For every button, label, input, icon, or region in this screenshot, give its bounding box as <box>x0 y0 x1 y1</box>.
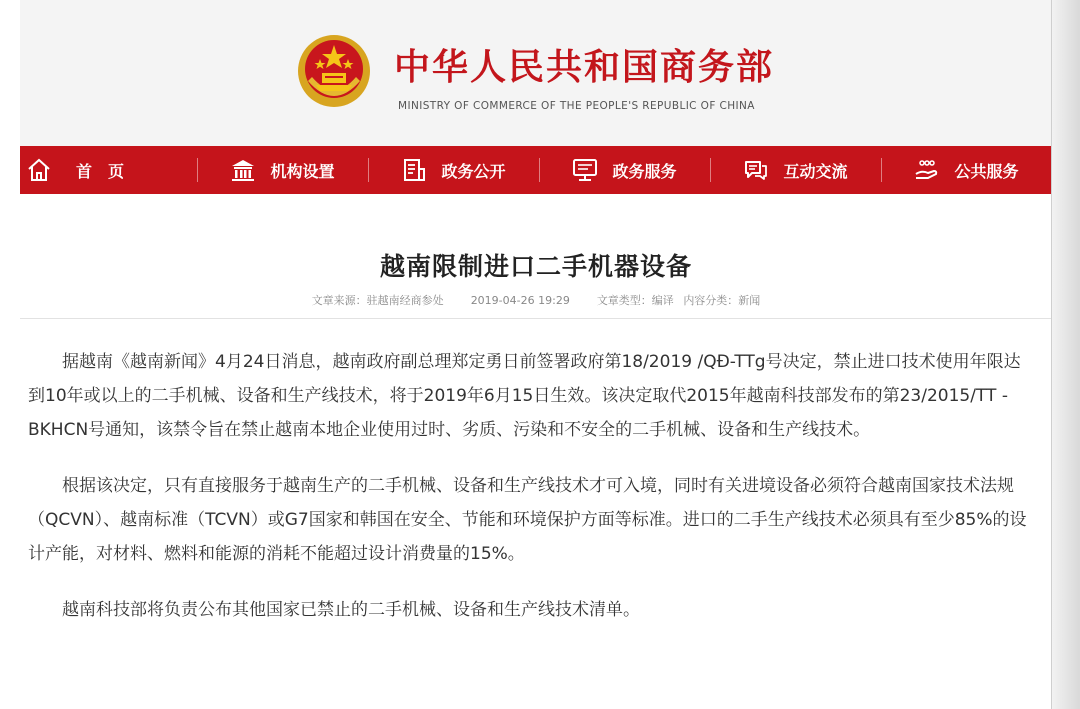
article-paragraph: 根据该决定，只有直接服务于越南生产的二手机械、设备和生产线技术才可入境，同时有关进境设备必须符合越南国家技术法规（QCVN）、越南标准（TCVN）或G7国家和韩国在安全、节能和环境保护方面等标准。进口的二手生产线技术必须具有至少85%的设计产能，对材料、燃料和能源的消耗不能超过设计消费量的15%。 <box>28 476 1027 564</box>
nav-item-label: 首 页 <box>76 161 125 181</box>
document-icon <box>401 157 427 183</box>
nav-item-government-affairs[interactable] <box>368 146 539 194</box>
article-paragraph: 越南科技部将负责公布其他国家已禁止的二手机械、设备和生产线技术清单。 <box>62 600 640 620</box>
chat-icon <box>743 157 769 183</box>
nav-item-label: 机构设置 <box>270 161 335 181</box>
nav-item-home[interactable] <box>20 146 197 194</box>
page-edge-shadow <box>1051 0 1080 709</box>
nav-item-government-services[interactable] <box>539 146 710 194</box>
monitor-icon <box>572 157 598 183</box>
article-meta <box>20 292 1052 308</box>
article-title: 越南限制进口二手机器设备 <box>379 251 692 281</box>
article-category: 内容分类：新闻 <box>683 294 761 307</box>
article-date: 2019-04-26 19:29 <box>470 294 570 307</box>
site-header <box>20 0 1052 146</box>
article-source: 文章来源：驻越南经商参处 <box>311 294 444 307</box>
home-icon <box>26 157 52 183</box>
site-subtitle: MINISTRY OF COMMERCE OF THE PEOPLE'S REPUBLIC OF CHINA <box>398 100 755 112</box>
main-navigation <box>20 146 1052 194</box>
article-body <box>28 345 1034 649</box>
hand-service-icon <box>914 157 940 183</box>
nav-item-label: 政务服务 <box>612 161 677 181</box>
nav-item-label: 政务公开 <box>441 161 506 181</box>
nav-item-label: 公共服务 <box>954 161 1019 181</box>
nav-item-label: 互动交流 <box>783 161 848 181</box>
nav-item-organization[interactable] <box>197 146 368 194</box>
nav-item-public-services[interactable] <box>881 146 1052 194</box>
meta-divider <box>20 318 1052 319</box>
article-type: 文章类型：编译 <box>596 294 674 307</box>
article-paragraph: 据越南《越南新闻》4月24日消息，越南政府副总理郑定勇日前签署政府第18/2019 /QĐ-TTg号决定，禁止进口技术使用年限达到10年或以上的二手机械、设备和生产线技术，将于2019年6月15日生效。该决定取代2015年越南科技部发布的第23/2015/TT -BKHCN号通知，该禁令旨在禁止越南本地企业使用过时、劣质、污染和不安全的二手机械、设备和生产线技术。 <box>28 352 1021 440</box>
national-emblem-icon <box>296 33 372 109</box>
building-icon <box>230 157 256 183</box>
site-title: 中华人民共和国商务部 <box>394 47 775 88</box>
nav-item-interaction[interactable] <box>710 146 881 194</box>
